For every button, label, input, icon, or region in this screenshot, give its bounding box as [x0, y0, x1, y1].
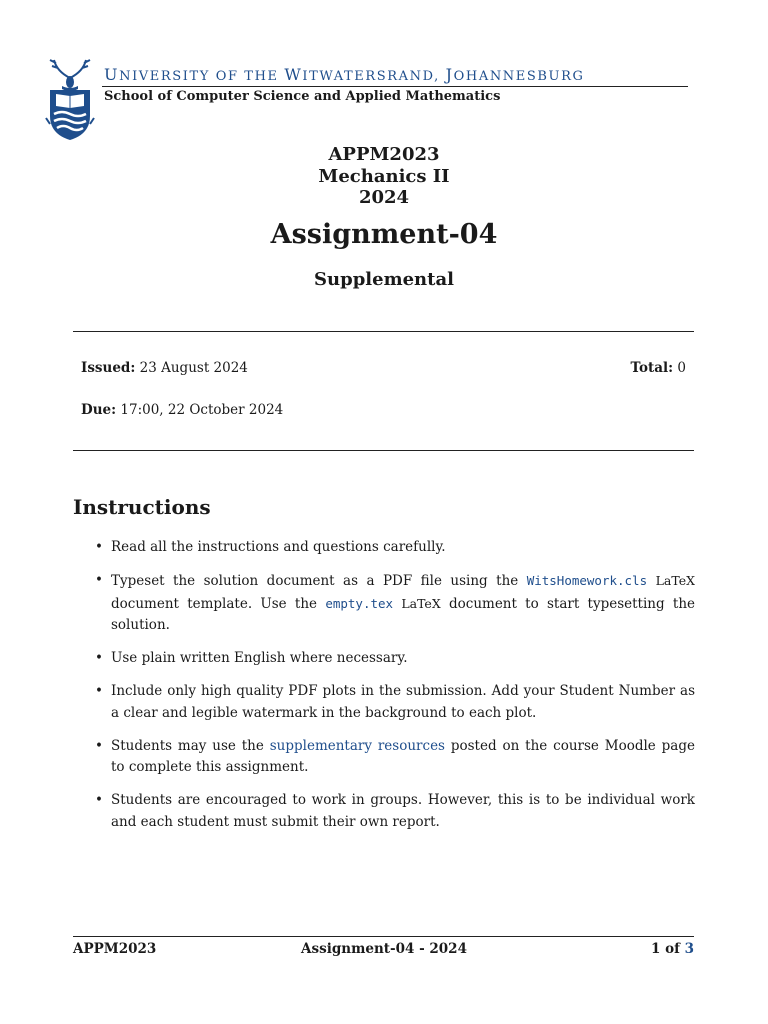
uni-word-2: WITWATERSRAND — [284, 65, 435, 84]
empty-tex-file-link[interactable]: empty.tex — [325, 595, 394, 611]
list-item: • Use plain written English where necessary. — [73, 648, 695, 670]
uni-word-3: JOHANNESBURG — [445, 65, 585, 84]
footer-divider — [73, 936, 694, 937]
total-value: 0 — [677, 360, 686, 376]
instructions-list — [73, 537, 695, 845]
university-crest-icon — [42, 58, 98, 142]
header-divider — [102, 86, 688, 87]
list-item: • Typeset the solution document as a PDF file using the WitsHomework.cls LaTeX document template. Use the empty.tex LaTeX document to start typesetting the solution. — [73, 570, 695, 637]
issued-label: Issued: — [81, 360, 136, 376]
footer-course: APPM2023 — [73, 941, 157, 957]
latex-logo: LaTeX — [401, 595, 441, 611]
issued-field — [81, 360, 248, 376]
due-label: Due: — [81, 402, 117, 418]
assignment-title: Assignment-04 — [270, 219, 498, 250]
footer-assignment: Assignment-04 - 2024 — [301, 941, 467, 957]
assignment-subtitle: Supplemental — [314, 269, 454, 290]
supplementary-resources-link[interactable]: supplementary resources — [269, 737, 445, 754]
instructions-heading: Instructions — [73, 495, 211, 519]
issued-value: 23 August 2024 — [139, 360, 248, 376]
list-item: • Include only high quality PDF plots in the submission. Add your Student Number as a clear and legible watermark in the background to each plot. — [73, 681, 695, 724]
total-field — [631, 360, 687, 376]
course-year: 2024 — [358, 187, 410, 208]
due-value: 17:00, 22 October 2024 — [120, 402, 284, 418]
school-name: School of Computer Science and Applied Mathematics — [104, 89, 501, 104]
meta-bottom-divider — [73, 450, 694, 451]
list-item: • Read all the instructions and questions carefully. — [73, 537, 695, 559]
course-block — [0, 144, 768, 209]
latex-logo: LaTeX — [655, 573, 695, 588]
meta-top-divider — [73, 331, 694, 332]
total-pages-link[interactable]: 3 — [684, 941, 694, 957]
total-label: Total: — [630, 360, 674, 376]
due-field — [81, 402, 283, 418]
course-code: APPM2023 — [328, 144, 440, 165]
list-item: • Students are encouraged to work in groups. However, this is to be individual work and each student must submit their own report. — [73, 790, 695, 833]
list-item: • Students may use the supplementary resources posted on the course Moodle page to complete this assignment. — [73, 736, 695, 779]
course-name: Mechanics II — [318, 165, 450, 187]
witshomework-file-link[interactable]: WitsHomework.cls — [526, 573, 648, 588]
footer-page-number: 1 of 3 — [650, 941, 694, 957]
university-name: UNIVERSITY OF THE WITWATERSRAND, JOHANNESBURG — [104, 65, 585, 84]
uni-word-1: UNIVERSITY — [104, 65, 210, 84]
